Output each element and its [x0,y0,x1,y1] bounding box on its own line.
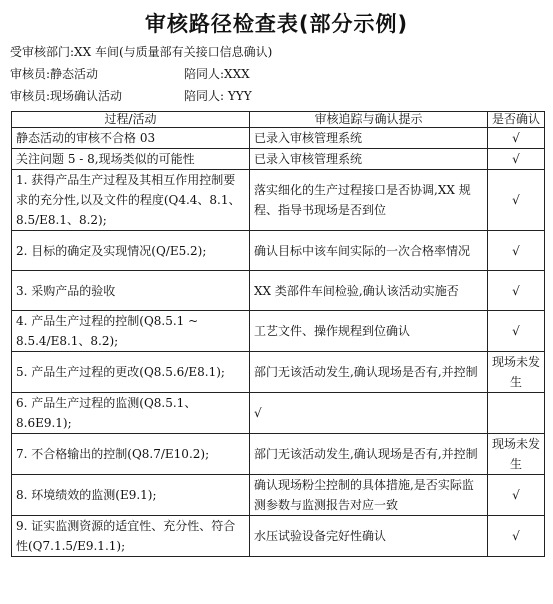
field-auditor-label: 审核员:现场确认活动 [10,89,123,103]
process-cell: 静态活动的审核不合格 03 [12,128,250,149]
table-row [12,434,545,475]
process-cell: 5. 产品生产过程的更改(Q8.5.6/E8.1); [12,352,250,393]
audit-checklist-table [11,111,545,557]
table-row [12,311,545,352]
table-row [12,231,545,271]
process-cell: 关注问题 5 - 8,现场类似的可能性 [12,149,250,170]
prompt-cell: 落实细化的生产过程接口是否协调,XX 规程、指导书现场是否到位 [250,170,488,231]
process-cell: 7. 不合格输出的控制(Q8.7/E10.2); [12,434,250,475]
header-confirm: 是否确认 [488,112,545,128]
field-accompany: 陪同人: YYY [184,89,252,103]
confirm-cell: √ [488,170,545,231]
process-cell: 9. 证实监测资源的适宜性、充分性、符合性(Q7.1.5/E9.1.1); [12,516,250,557]
table-row [12,271,545,311]
table-row [12,170,545,231]
table-row [12,128,545,149]
confirm-cell: 现场未发生 [488,434,545,475]
table-row [12,475,545,516]
confirm-cell: √ [488,128,545,149]
confirm-cell [488,393,545,434]
prompt-cell: XX 类部件车间检验,确认该活动实施否 [250,271,488,311]
process-cell: 4. 产品生产过程的控制(Q8.5.1 ~ 8.5.4/E8.1、8.2); [12,311,250,352]
table-row [12,516,545,557]
confirm-cell: √ [488,516,545,557]
process-cell: 1. 获得产品生产过程及其相互作用控制要求的充分性,以及文件的程度(Q4.4、8.1、8.5/E8.1、8.2); [12,170,250,231]
page-title: 审核路径检查表(部分示例) [144,12,409,36]
field-auditor-line [10,87,252,104]
static-auditor-label: 审核员:静态活动 [10,67,99,81]
static-auditor-line [10,65,250,82]
prompt-cell: 确认现场粉尘控制的具体措施,是否实际监测参数与监测报告对应一致 [250,475,488,516]
confirm-cell: √ [488,231,545,271]
process-cell: 2. 目标的确定及实现情况(Q/E5.2); [12,231,250,271]
confirm-cell: 现场未发生 [488,352,545,393]
static-accompany: 陪同人:XXX [184,67,250,81]
header-process: 过程/活动 [12,112,250,128]
confirm-cell: √ [488,311,545,352]
prompt-cell: 已录入审核管理系统 [250,128,488,149]
confirm-cell: √ [488,475,545,516]
prompt-cell: √ [250,393,488,434]
confirm-cell: √ [488,271,545,311]
prompt-cell: 部门无该活动发生,确认现场是否有,并控制 [250,434,488,475]
confirm-cell: √ [488,149,545,170]
prompt-cell: 确认目标中该车间实际的一次合格率情况 [250,231,488,271]
prompt-cell: 工艺文件、操作规程到位确认 [250,311,488,352]
process-cell: 8. 环境绩效的监测(E9.1); [12,475,250,516]
audited-department: 受审核部门:XX 车间(与质量部有关接口信息确认) [10,45,273,59]
prompt-cell: 水压试验设备完好性确认 [250,516,488,557]
table-row [12,393,545,434]
prompt-cell: 部门无该活动发生,确认现场是否有,并控制 [250,352,488,393]
table-row [12,149,545,170]
header-prompt: 审核追踪与确认提示 [250,112,488,128]
process-cell: 3. 采购产品的验收 [12,271,250,311]
process-cell: 6. 产品生产过程的监测(Q8.5.1、8.6E9.1); [12,393,250,434]
prompt-cell: 已录入审核管理系统 [250,149,488,170]
table-row [12,352,545,393]
table-header-row [12,112,545,128]
